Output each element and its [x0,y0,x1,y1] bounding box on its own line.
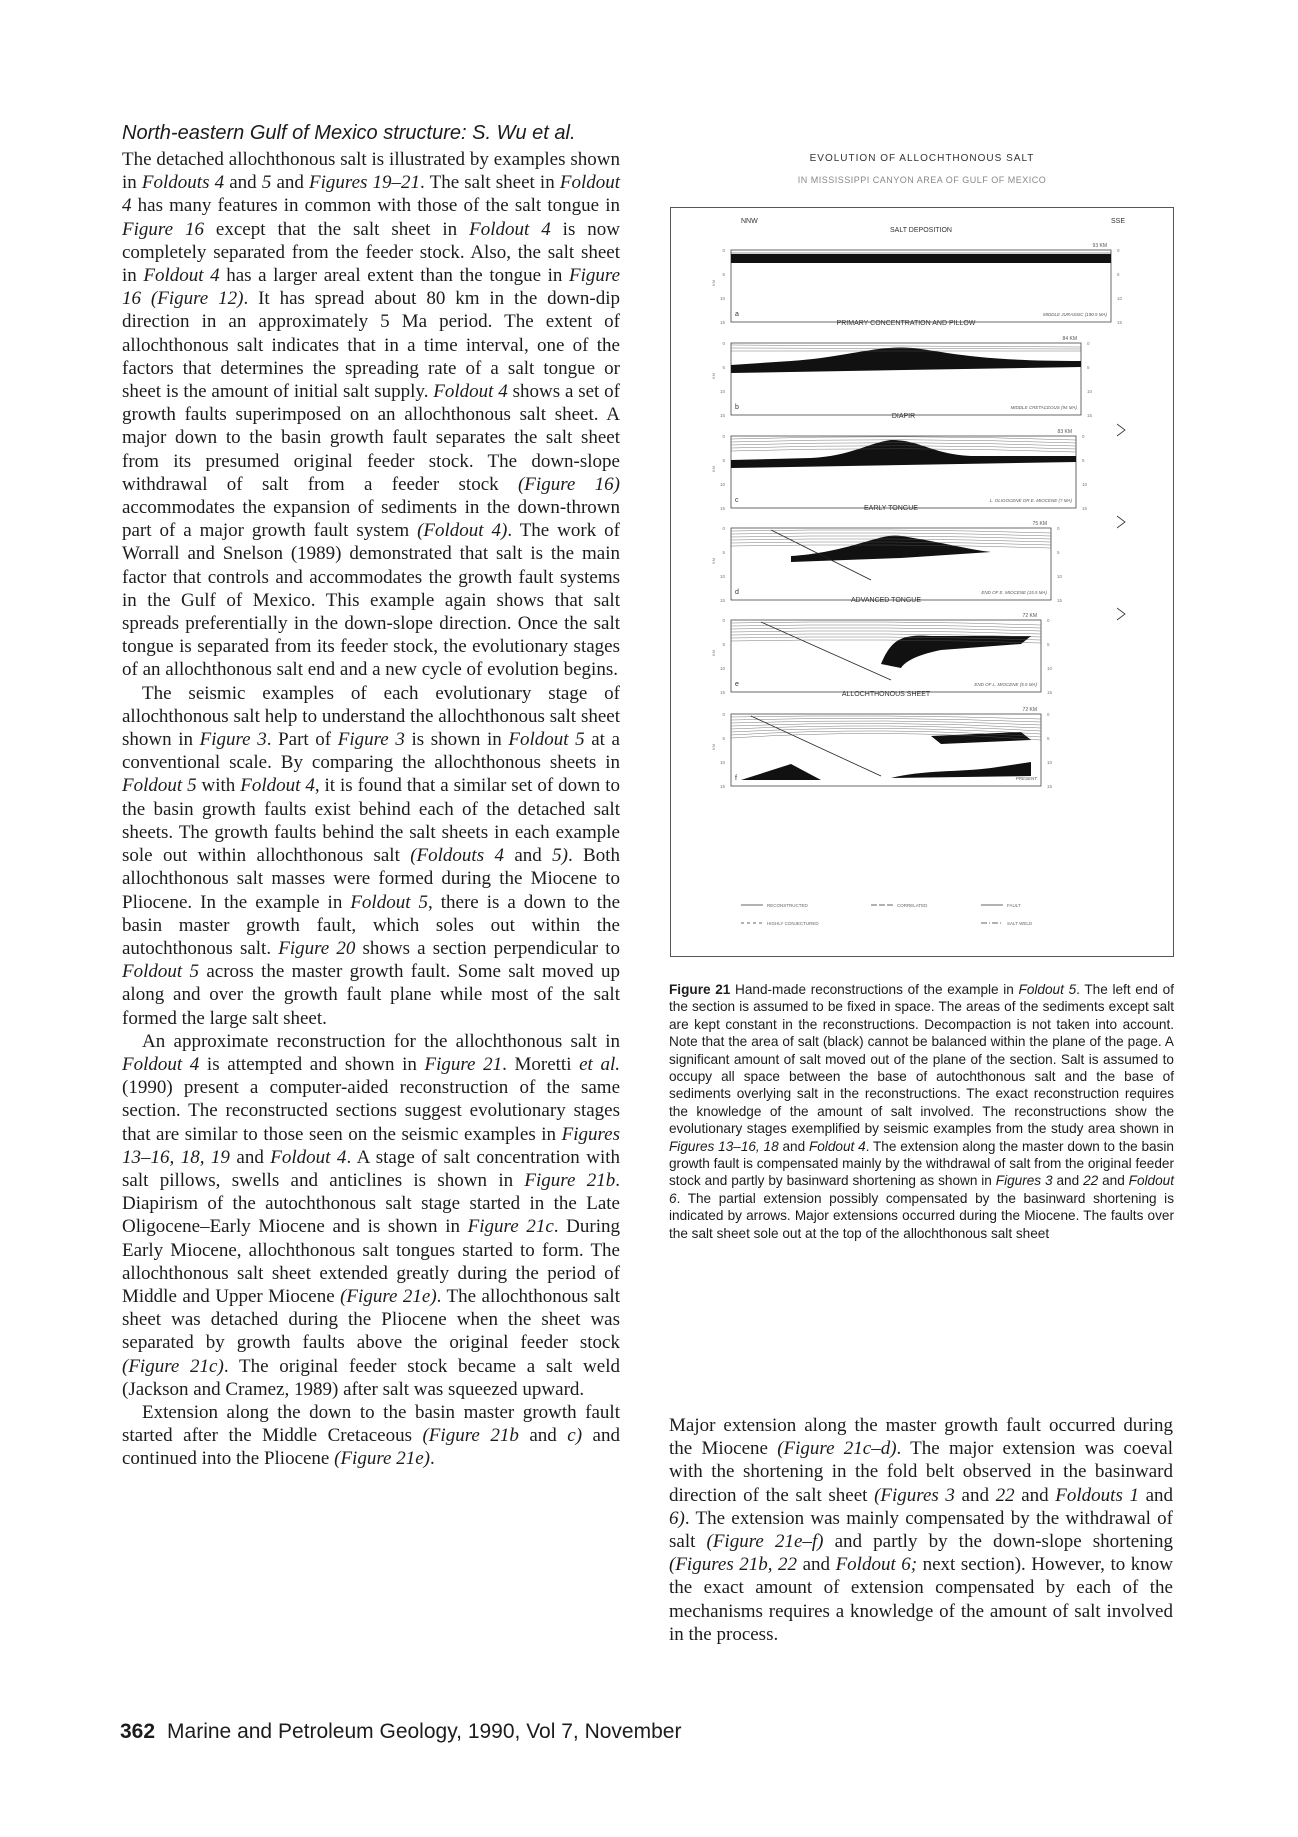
running-head: North-eastern Gulf of Mexico structure: S. Wu et al. [122,122,576,144]
salt-diapir [731,440,1076,468]
shortening-arrow [1117,424,1125,436]
paragraph: The seismic examples of each evolutionary stage of allochthonous salt help to understand the allochthonous salt sheet shown in Figure 3. Part of Figure 3 is shown in Foldout 5 at a conventional scale. By comparing the allochthonous sheets in Foldout 5 with Foldout 4, it is found that a similar set of down to the basin growth faults exist behind each of the detached salt sheets. The growth faults behind the salt sheets in each example sole out within allochthonous salt (Foldouts 4 and 5). Both allochthonous salt masses were formed during the Miocene to Pliocene. In the example in Foldout 5, there is a down to the basin master growth fault, which soles out within the autochthonous salt. Figure 20 shows a section perpendicular to Foldout 5 across the master growth fault. Some salt moved up along and over the growth fault plane while most of the salt formed the large salt sheet. [122,682,621,1029]
panel-letter: a [735,311,739,318]
depth-tick: 15 [1047,784,1053,789]
depth-tick: 15 [719,598,725,603]
legend-item: FAULT [1007,903,1021,908]
stage-label: ALLOCHTHONOUS SHEET [841,691,931,698]
depth-axis-label: KM [711,280,716,286]
depth-tick: 0 [1047,712,1050,717]
panel-b [711,320,1093,418]
depth-tick: 15 [1087,413,1093,418]
depth-tick: 15 [719,690,725,695]
depth-tick: 15 [1057,598,1063,603]
depth-tick: 15 [1082,506,1088,511]
growth-fault [751,716,881,776]
stage-label: DIAPIR [891,413,916,420]
panel-letter: b [735,404,739,411]
depth-tick: 5 [722,736,725,741]
depth-tick: 0 [722,712,725,717]
reconstruction-diagram [671,208,1173,956]
depth-tick: 5 [1087,365,1090,370]
panel-letter: c [735,497,739,504]
depth-tick: 5 [722,550,725,555]
depth-tick: 5 [1047,642,1050,647]
salt-pillow [731,348,1081,373]
depth-tick: 5 [722,272,725,277]
age-label: PRESENT [1015,776,1037,781]
age-label: END OF E. MIOCENE (15.5 MA) [981,590,1047,595]
legend-item: SALT WELD [1007,921,1033,926]
salt-tongue [881,636,1031,668]
page-footer [120,1720,681,1744]
salt-tongue [791,535,991,562]
depth-tick: 5 [1082,458,1085,463]
depth-tick: 10 [719,482,725,487]
panel-a [711,227,1123,325]
depth-tick: 10 [719,389,725,394]
depth-axis-label: KM [711,558,716,564]
depth-tick: 0 [1082,434,1085,439]
width-label: 72 KM [1022,613,1037,619]
age-label: MIDDLE JURASSIC (190.5 MA) [1042,312,1107,317]
figure-caption [669,981,1174,1242]
age-label: L. OLIGOCENE OR E. MIOCENE (? MA) [989,498,1072,503]
figure-subtitle: IN MISSISSIPPI CANYON AREA OF GULF OF MEXICO [797,175,1047,185]
depth-tick: 10 [719,666,725,671]
shortening-arrow [1117,516,1125,528]
depth-tick: 0 [722,618,725,623]
width-label: 84 KM [1062,336,1077,342]
depth-tick: 15 [1117,320,1123,325]
depth-tick: 10 [1082,482,1088,487]
panel-e [711,597,1125,695]
depth-axis-label: KM [711,650,716,656]
depth-axis-label: KM [711,373,716,379]
depth-tick: 0 [722,434,725,439]
depth-tick: 0 [1057,526,1060,531]
figure-title: EVOLUTION OF ALLOCHTHONOUS SALT [809,153,1035,164]
orientation-left: NNW [741,218,758,225]
depth-tick: 10 [719,296,725,301]
depth-axis-label: KM [711,744,716,750]
width-label: 93 KM [1092,243,1107,249]
depth-tick: 5 [1057,550,1060,555]
stage-label: SALT DEPOSITION [890,227,952,234]
age-label: MIDDLE CRETACEOUS (94 MA) [1010,405,1077,410]
depth-tick: 15 [719,320,725,325]
width-label: 75 KM [1032,521,1047,527]
stage-label: PRIMARY CONCENTRATION AND PILLOW [836,320,976,327]
panel-letter: f [735,775,737,782]
right-column [669,1414,1173,1646]
width-label: 83 KM [1057,429,1072,435]
depth-tick: 10 [1047,666,1053,671]
depth-tick: 5 [1047,736,1050,741]
page-number: 362 [120,1720,156,1743]
depth-tick: 5 [1117,272,1120,277]
panel-letter: d [735,589,739,596]
caption-label: Figure 21 [669,982,731,997]
paragraph: Major extension along the master growth fault occurred during the Miocene (Figure 21c–d). The major extension was coeval with the shortening in the fold belt observed in the basinward direction of the salt sheet (Figures 3 and 22 and Foldouts 1 and 6). The extension was mainly compensated by the withdrawal of salt (Figure 21e–f) and partly by the down-slope shortening (Figures 21b, 22 and Foldout 6; next section). However, to know the exact amount of extension compensated by each of the mechanisms requires a knowledge of the amount of salt involved in the process. [669,1415,1174,1645]
panel-d [711,505,1125,603]
left-column [122,148,620,1471]
depth-tick: 15 [1047,690,1053,695]
panel-letter: e [735,681,739,688]
depth-tick: 15 [719,413,725,418]
depth-tick: 0 [1117,248,1120,253]
growth-fault [761,622,891,680]
salt-layer [731,254,1111,263]
depth-tick: 10 [1087,389,1093,394]
panel-c [711,413,1125,511]
shortening-arrow [1117,608,1125,620]
orientation-right: SSE [1111,218,1126,225]
depth-tick: 15 [719,784,725,789]
stage-label: EARLY TONGUE [864,505,918,512]
depth-tick: 10 [1047,760,1053,765]
depth-tick: 10 [719,760,725,765]
depth-tick: 5 [722,365,725,370]
depth-tick: 10 [1057,574,1063,579]
depth-tick: 0 [722,526,725,531]
depth-tick: 0 [1047,618,1050,623]
legend-item: HIGHLY CONJECTURED [767,921,819,926]
depth-axis-label: KM [711,466,716,472]
age-label: END OF L. MIOCENE (5.5 MA) [974,682,1037,687]
stage-label: ADVANCED TONGUE [850,597,922,604]
width-label: 72 KM [1022,707,1037,713]
depth-tick: 0 [722,248,725,253]
legend-item: CORRELATED [897,903,928,908]
paragraph: Extension along the down to the basin master growth fault started after the Middle Cretaceous (Figure 21b and c) and continued into the Pliocene (Figure 21e). [122,1401,620,1470]
panels [711,227,1125,789]
salt-sheet [891,762,1031,778]
figure-21 [670,207,1174,957]
journal-citation: Marine and Petroleum Geology, 1990, Vol 7, November [167,1720,682,1743]
depth-tick: 15 [719,506,725,511]
legend [741,903,1033,926]
depth-tick: 5 [722,458,725,463]
depth-tick: 5 [722,642,725,647]
paragraph: The detached allochthonous salt is illustrated by examples shown in Foldouts 4 and 5 and Figures 19–21. The salt sheet in Foldout 4 has many features in common with those of the salt tongue in Figure 16 except that the salt sheet in Foldout 4 is now completely separated from the feeder stock. Also, the salt sheet in Foldout 4 has a larger areal extent than the tongue in Figure 16 (Figure 12). It has spread about 80 km in the down-dip direction in an approximately 5 Ma period. The extent of allochthonous salt indicates that in a time interval, one of the factors that determines the spreading rate of a salt tongue or sheet is the amount of initial salt supply. Foldout 4 shows a set of growth faults superimposed on an allochthonous salt sheet. A major down to the basin growth fault separates the salt sheet from its presumed original feeder stock. The down-slope withdrawal of salt from a feeder stock (Figure 16) accommodates the expansion of sediments in the down-thrown part of a major growth fault system (Foldout 4). The work of Worrall and Snelson (1989) demonstrated that salt is the main factor that controls and accommodates the growth fault systems in the Gulf of Mexico. This example again shows that salt spreads preferentially in the down-slope direction. Once the salt tongue is separated from its feeder stock, the evolutionary stages of an allochthonous salt end and a new cycle of evolution begins. [122,149,621,681]
salt-sheet [931,732,1031,744]
caption-text: Hand-made reconstructions of the example in Foldout 5. The left end of the section is assumed to be fixed in space. The areas of the sediments except salt are kept constant in the reconstructions. Decompaction is not taken into account. Note that the area of salt (black) cannot be balanced within the plane of the page. A significant amount of salt moved out of the plane of the section. Salt is assumed to occupy all space between the base of autochthonous salt and the base of sediments overlying salt in the reconstructions. The exact reconstruction requires the knowledge of the amount of salt involved. The reconstructions show the evolutionary stages exemplified by seismic examples from the study area shown in Figures 13–16, 18 and Foldout 4. The extension along the master down to the basin growth fault is compensated mainly by the withdrawal of salt from the original feeder stock and partly by basinward shortening as shown in Figures 3 and 22 and Foldout 6. The partial extension possibly compensated by the basinward shortening is indicated by arrows. Major extensions occurred during the Miocene. The faults over the salt sheet sole out at the top of the allochthonous salt sheet [669,982,1175,1241]
depth-tick: 0 [1087,341,1090,346]
panel-f [711,691,1053,789]
legend-item: RECONSTRUCTED [767,903,808,908]
depth-tick: 10 [1117,296,1123,301]
depth-tick: 0 [722,341,725,346]
depth-tick: 10 [719,574,725,579]
salt-weld [741,764,821,780]
paragraph: An approximate reconstruction for the allochthonous salt in Foldout 4 is attempted and shown in Figure 21. Moretti et al. (1990) present a computer-aided reconstruction of the same section. The reconstructed sections suggest evolutionary stages that are similar to those seen on the seismic examples in Figures 13–16, 18, 19 and Foldout 4. A stage of salt concentration with salt pillows, swells and anticlines is shown in Figure 21b. Diapirism of the autochthonous salt stage started in the Late Oligocene–Early Miocene and is shown in Figure 21c. During Early Miocene, allochthonous salt tongues started to form. The allochthonous salt sheet extended greatly during the period of Middle and Upper Miocene (Figure 21e). The allochthonous salt sheet was detached during the Pliocene when the sheet was separated by growth faults above the original feeder stock (Figure 21c). The original feeder stock became a salt weld (Jackson and Cramez, 1989) after salt was squeezed upward. [122,1030,621,1400]
